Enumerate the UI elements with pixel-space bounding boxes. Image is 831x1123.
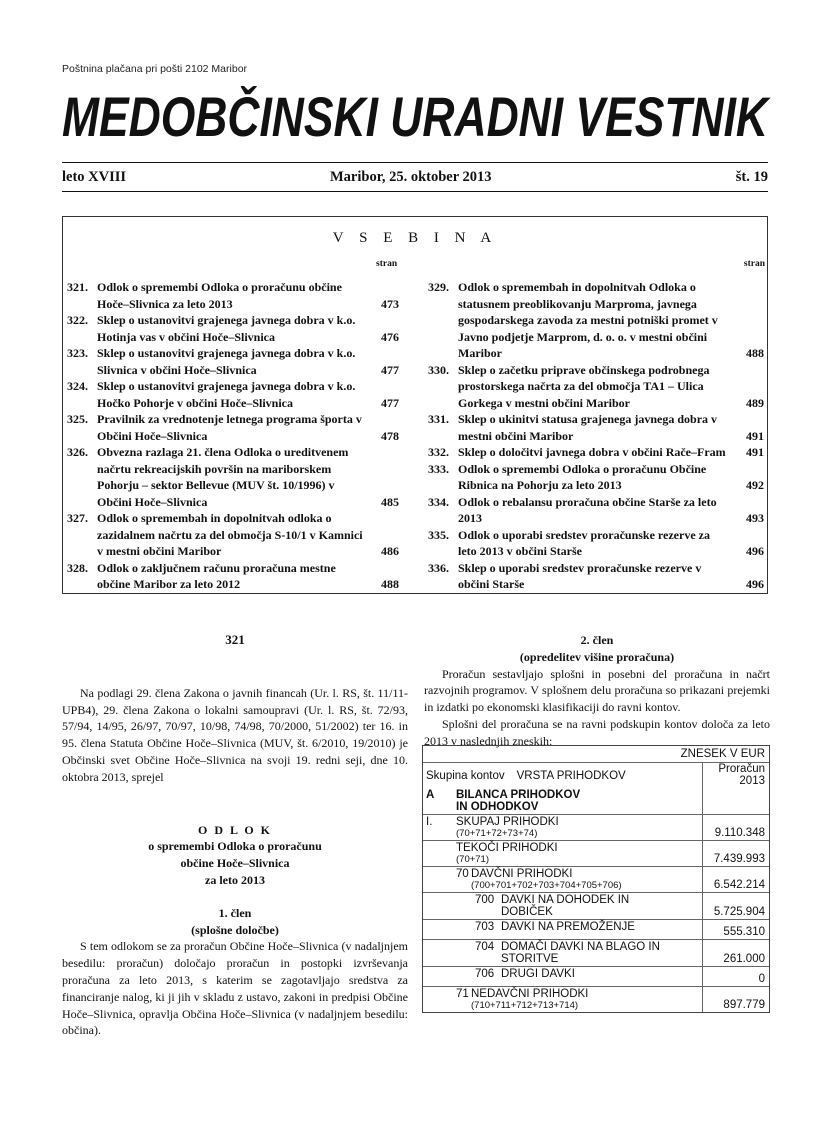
- toc-entry-number: 332.: [428, 445, 449, 459]
- row-formula: (700+701+702+703+704+705+706): [471, 880, 622, 891]
- toc-entry: [67, 560, 407, 593]
- row-code: I.: [426, 816, 433, 828]
- toc-entry-page: 493: [746, 511, 764, 525]
- toc-entry-number: 329.: [428, 280, 449, 294]
- masthead-title: [62, 84, 772, 148]
- row-label: DOMAČI DAVKI NA BLAGO IN: [501, 941, 660, 953]
- act-subtitle: za leto 2013: [205, 872, 265, 887]
- header-budget: Proračun: [718, 763, 765, 775]
- row-value: 261.000: [723, 953, 765, 965]
- toc-entry: [67, 444, 407, 510]
- article-heading: 2. člen: [580, 633, 614, 647]
- row-value: 897.779: [723, 999, 765, 1011]
- toc-entry: [428, 560, 768, 593]
- row-label: DAVČNI PRIHODKI: [471, 868, 573, 880]
- toc-entry-number: 334.: [428, 494, 449, 509]
- row-formula: (710+711+712+713+714): [471, 1000, 579, 1011]
- toc-entry-title: Obvezna razlaga 21. člena Odloka o ureditvenem načrtu rekreacijskih površin na mariborskem Pohorju – sektor Bellevue (MUV št. 10/1996) v Občini Hoče–Slivnica: [97, 445, 349, 509]
- issue-number: št. 19: [735, 169, 768, 185]
- postage-note: Poštnina plačana pri pošti 2102 Maribor: [62, 63, 248, 75]
- table-row: [423, 788, 769, 814]
- toc-entry: [428, 527, 768, 560]
- act-subtitle: o spremembi Odloka o proračunu: [148, 839, 322, 854]
- article-text: S tem odlokom se za proračun Občine Hoče–Slivnica (v nadaljnjem besedilu: proračun) določajo proračun in postopki izvrševanja proračuna za leto 2013, s katerim se zagotavljajo sredstva za financiranje nalog, ki ji jih v skladu z ustavo, zakoni in predpisi Občine Hoče–Slivnica, opravlja Občina Hoče–Slivnica (v nadaljnjem besedilu: občina).: [62, 939, 408, 1038]
- budget-rows: [423, 788, 769, 1012]
- toc-entry-title: Odlok o zaključnem računu proračuna mestne občine Maribor za leto 2012: [97, 560, 336, 591]
- row-value: 5.725.904: [713, 906, 765, 918]
- row-value: 6.542.214: [713, 879, 765, 891]
- toc-entry: [67, 312, 407, 345]
- row-label-cont: DOBIČEK: [501, 906, 553, 918]
- toc-entry: [428, 279, 768, 362]
- toc-entry: [67, 345, 407, 378]
- toc-entry-number: 323.: [67, 346, 88, 360]
- toc-entry-number: 321.: [67, 280, 88, 294]
- toc-entry-number: 328.: [67, 560, 88, 575]
- toc-entry-title: Odlok o spremembah in dopolnitvah odloka o zazidalnem načrtu za del območja S-10/1 v Kamnici v mestni občini Maribor: [97, 511, 363, 558]
- toc-entry-number: 324.: [67, 379, 88, 393]
- header-rule-bottom: [62, 191, 768, 192]
- toc-entry: [428, 362, 768, 412]
- row-code: 71: [456, 988, 469, 1000]
- toc-right-column: [428, 279, 768, 593]
- row-label: BILANCA PRIHODKOV: [456, 789, 581, 801]
- toc-entry-page: 491: [746, 428, 764, 443]
- toc-entry-title: Sklep o ustanovitvi grajenega javnega dobra v k.o. Slivnica v občini Hoče–Slivnica: [97, 346, 356, 377]
- row-label: TEKOČI PRIHODKI: [456, 842, 558, 854]
- toc-entry-page: 476: [381, 329, 399, 344]
- article-title: (splošne določbe): [191, 922, 279, 937]
- toc-entry-page: 488: [746, 346, 764, 360]
- toc-entry-number: 322.: [67, 313, 88, 327]
- toc-entry: [428, 444, 768, 461]
- table-row: [423, 814, 769, 840]
- row-label: SKUPAJ PRIHODKI: [456, 816, 559, 828]
- table-header-row: [423, 746, 769, 762]
- table-row: [423, 919, 769, 939]
- toc-entry-title: Sklep o ukinitvi statusa grajenega javnega dobra v mestni občini Maribor: [458, 412, 718, 443]
- toc-entry: [428, 461, 768, 494]
- row-label-cont: IN ODHODKOV: [456, 801, 539, 813]
- row-value: 0: [758, 973, 765, 985]
- article-heading: 1. člen: [218, 905, 252, 920]
- table-header-row: [423, 762, 769, 788]
- toc-page-col-label: stran: [743, 259, 765, 269]
- toc-entry-page: 491: [746, 445, 764, 459]
- left-column: [62, 632, 408, 1039]
- row-code: 704: [475, 941, 495, 953]
- act-title: O D L O K: [197, 822, 272, 837]
- row-label: NEDAVČNI PRIHODKI: [471, 988, 589, 1000]
- toc-entry-title: Odlok o rebalansu proračuna občine Starše za leto 2013: [458, 494, 717, 525]
- row-label: DRUGI DAVKI: [501, 968, 575, 980]
- toc-entry: [67, 411, 407, 444]
- budget-table: [422, 745, 770, 1013]
- header-rule-top: [62, 162, 768, 163]
- header-year: 2013: [739, 775, 765, 787]
- header-amount: ZNESEK V EUR: [680, 748, 765, 760]
- table-row: [423, 966, 769, 986]
- row-code: 706: [475, 968, 495, 980]
- toc-entry-page: 473: [381, 296, 399, 311]
- issue-year: leto XVIII: [62, 169, 127, 185]
- row-code: 703: [475, 921, 495, 933]
- row-code: 700: [475, 894, 495, 906]
- row-label: DAVKI NA PREMOŽENJE: [501, 921, 635, 933]
- toc-entry-number: 325.: [67, 412, 88, 426]
- toc-page-col-label: stran: [376, 259, 398, 269]
- toc-title: V S E B I N A: [332, 230, 498, 246]
- svg-text:MEDOBČINSKI URADNI VESTNIK: MEDOBČINSKI URADNI VESTNIK: [62, 85, 771, 148]
- toc-entry: [428, 494, 768, 527]
- article-text: Splošni del proračuna se na ravni podskupin kontov določa za leto 2013 v naslednjih zneskih:: [424, 716, 770, 748]
- act-number: 321: [225, 632, 245, 647]
- toc-entry-title: Odlok o spremembi Odloka o proračunu Občine Ribnica na Pohorju za leto 2013: [458, 461, 707, 492]
- toc-entry-page: 496: [746, 544, 764, 558]
- article-title: (opredelitev višine proračuna): [519, 649, 675, 664]
- toc-entry-page: 485: [381, 494, 399, 509]
- toc-entry-number: 327.: [67, 511, 88, 525]
- table-row: [423, 892, 769, 919]
- article-text: Proračun sestavljajo splošni in posebni del proračuna in načrt razvojnih programov. V splošnem delu proračuna so prikazani prejemki in izdatki po ekonomski klasifikaciji do ravni kontov.: [424, 666, 770, 715]
- header-type: VRSTA PRIHODKOV: [516, 769, 626, 782]
- toc-entry: [67, 279, 407, 312]
- toc-entry-title: Pravilnik za vrednotenje letnega programa športa v Občini Hoče–Slivnica: [97, 412, 362, 443]
- toc-entry: [428, 411, 768, 444]
- toc-entry-page: 477: [381, 362, 399, 377]
- row-label: DAVKI NA DOHODEK IN: [501, 894, 630, 906]
- toc-entry: [67, 378, 407, 411]
- toc-entry-page: 492: [746, 478, 764, 492]
- toc-entry-number: 335.: [428, 527, 449, 542]
- row-value: 9.110.348: [714, 827, 765, 839]
- act-subtitle: občine Hoče–Slivnica: [180, 856, 290, 871]
- toc-entry-number: 336.: [428, 560, 449, 575]
- issue-place-date: Maribor, 25. oktober 2013: [330, 169, 492, 185]
- toc-entry-page: 478: [381, 428, 399, 443]
- row-formula: (70+71+72+73+74): [456, 828, 538, 839]
- toc-entry-title: Sklep o ustanovitvi grajenega javnega dobra v k.o. Hotinja vas v občini Hoče–Slivnica: [97, 313, 356, 344]
- toc-entry-title: Sklep o določitvi javnega dobra v občini Rače–Fram: [458, 445, 726, 459]
- toc-entry-title: Sklep o uporabi sredstev proračunske rezerve v občini Starše: [458, 560, 702, 591]
- row-formula: (70+71): [456, 854, 490, 865]
- row-code: A: [426, 789, 435, 801]
- toc-left-column: [67, 279, 407, 593]
- table-of-contents: [62, 216, 768, 594]
- toc-entry-page: 488: [381, 577, 399, 591]
- toc-entry-number: 331.: [428, 412, 449, 426]
- table-row: [423, 840, 769, 866]
- toc-entry-page: 477: [381, 395, 399, 410]
- toc-entry-number: 333.: [428, 461, 449, 476]
- table-row: [423, 986, 769, 1012]
- toc-entry: [67, 510, 407, 560]
- row-value: 7.439.993: [713, 853, 765, 865]
- header-group: Skupina kontov: [426, 769, 505, 782]
- row-value: 555.310: [723, 926, 765, 938]
- table-row: [423, 866, 769, 892]
- toc-entry-page: 489: [746, 395, 764, 410]
- toc-entry-title: Sklep o ustanovitvi grajenega javnega dobra v k.o. Hočko Pohorje v občini Hoče–Slivnica: [97, 379, 356, 410]
- toc-entry-title: Odlok o spremembi Odloka o proračunu občine Hoče–Slivnica za leto 2013: [97, 280, 342, 311]
- toc-entry-page: 486: [381, 544, 399, 558]
- row-label-cont: STORITVE: [501, 953, 559, 965]
- toc-entry-title: Odlok o spremembah in dopolnitvah Odloka o statusnem preoblikovanju Marproma, javnega gospodarskega zavoda za mestni potniški promet v Javno podjetje Marprom, d. o. o. v mestni občini Maribor: [458, 280, 718, 360]
- table-row: [423, 939, 769, 966]
- preamble: Na podlagi 29. člena Zakona o javnih financah (Ur. l. RS, št. 11/11-UPB4), 29. člena Zakona o lokalni samoupravi (Ur. l. RS, št. 72/93, 57/94, 14/95, 26/97, 70/97, 10/98, 74/98, 70/2000, 51/2002) ter 16. in 95. člena Statuta Občine Hoče–Slivnica (MUV, št. 6/2010, 19/2010) je Občinski svet Občine Hoče–Slivnica na svoji 19. redni seji, dne 10. oktobra 2013, sprejel: [62, 685, 408, 784]
- right-column: [424, 632, 770, 750]
- toc-entry-number: 330.: [428, 362, 449, 377]
- toc-entry-title: Sklep o začetku priprave občinskega podrobnega prostorskega načrta za del območja TA1 – Ulica Gorkega v mestni občini Maribor: [458, 362, 710, 410]
- toc-entry-page: 496: [746, 577, 764, 591]
- toc-entry-number: 326.: [67, 445, 88, 459]
- row-code: 70: [456, 868, 469, 880]
- toc-entry-title: Odlok o uporabi sredstev proračunske rezerve za leto 2013 v občini Starše: [458, 527, 710, 558]
